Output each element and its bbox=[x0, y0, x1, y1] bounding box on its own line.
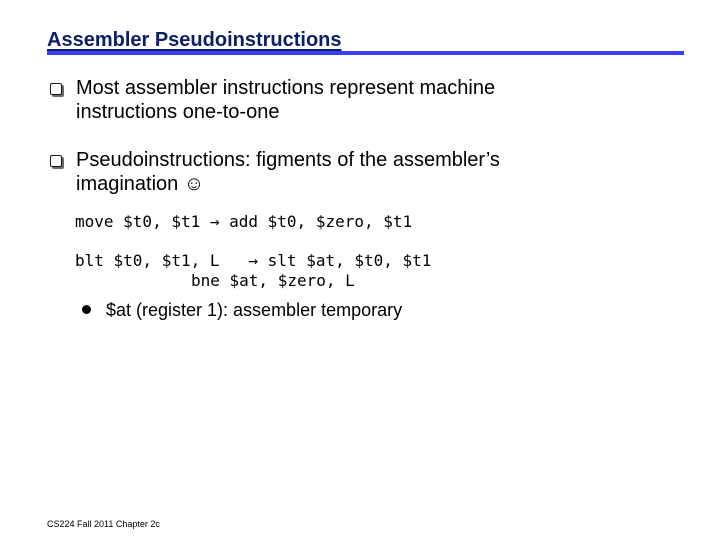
code-blt-line-1: blt $t0, $t1, L → slt $at, $t0, $t1 bbox=[75, 251, 432, 270]
slide-title: Assembler Pseudoinstructions bbox=[47, 29, 342, 51]
bullet-2-line-1: Pseudoinstructions: figments of the assembler’s bbox=[76, 149, 500, 171]
title-rule bbox=[47, 51, 684, 55]
bullet-1-line-2: instructions one-to-one bbox=[76, 101, 280, 123]
bullet-1-line-1: Most assembler instructions represent machine bbox=[76, 77, 496, 99]
bullet-2-line-2: imagination ☺ bbox=[76, 173, 205, 195]
slide-footer: CS224 Fall 2011 Chapter 2c bbox=[47, 519, 160, 529]
code-blt-line-2: bne $at, $zero, L bbox=[191, 271, 355, 290]
code-move-example: move $t0, $t1 → add $t0, $zero, $t1 bbox=[75, 212, 413, 231]
sub-bullet-text: $at (register 1): assembler temporary bbox=[106, 300, 403, 320]
checkbox-bullet-icon bbox=[50, 155, 62, 167]
checkbox-bullet-icon bbox=[50, 83, 62, 95]
bullet-text-2 bbox=[76, 148, 636, 196]
bullet-text-1 bbox=[76, 76, 636, 124]
dot-bullet-icon bbox=[82, 305, 91, 314]
